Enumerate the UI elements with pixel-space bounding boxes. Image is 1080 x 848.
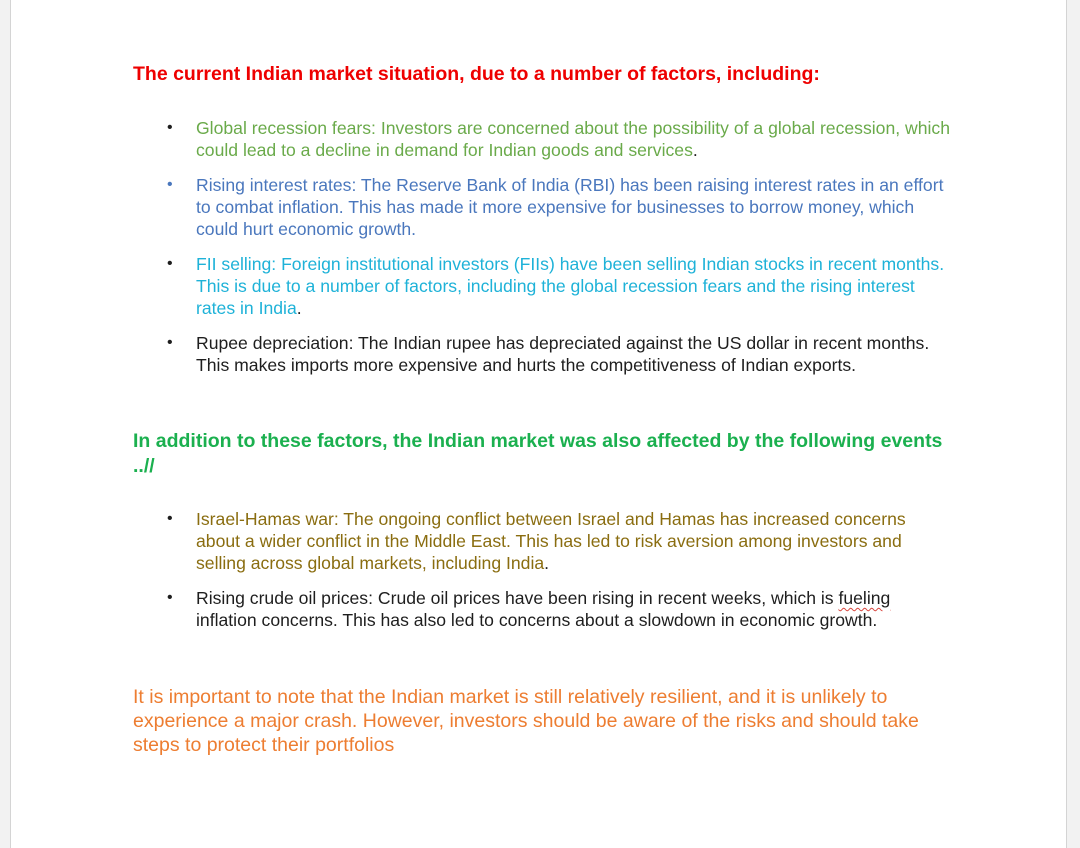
- list-item-israel-hamas-war: [133, 508, 953, 574]
- list-item-text: Rising interest rates: The Reserve Bank of India (RBI) has been raising interest rates in an effort to combat inflation. This has made it more expensive for businesses to borrow money, which could hurt economic growth.: [196, 175, 944, 239]
- bullet-icon: •: [167, 510, 173, 527]
- document-page: [10, 0, 1067, 848]
- bullet-icon: •: [167, 334, 173, 351]
- bullet-icon: •: [167, 119, 173, 136]
- bullet-icon: •: [167, 589, 173, 606]
- heading-market-situation: The current Indian market situation, due to a number of factors, including:: [133, 63, 820, 85]
- events-list: [133, 508, 953, 644]
- list-item-interest-rates: [133, 174, 953, 240]
- list-item-text-start: Rising crude oil prices: Crude oil prices have been rising in recent weeks, which is: [196, 588, 839, 608]
- list-item-text: Global recession fears: Investors are concerned about the possibility of a global recession, which could lead to a decline in demand for Indian goods and services: [196, 118, 951, 160]
- closing-paragraph: It is important to note that the Indian market is still relatively resilient, and it is unlikely to experience a major crash. However, investors should be aware of the risks and should take steps to protect their portfolios: [133, 686, 919, 756]
- list-item-period: .: [544, 553, 550, 573]
- list-item-text: Rupee depreciation: The Indian rupee has depreciated against the US dollar in recent months. This makes imports more expensive and hurts the competitiveness of Indian exports.: [196, 333, 930, 375]
- list-item-text: FII selling: Foreign institutional investors (FIIs) have been selling Indian stocks in recent months. This is due to a number of factors, including the global recession fears and the rising interest rates in India: [196, 254, 945, 318]
- list-item-rupee-depreciation: [133, 332, 953, 376]
- factors-list: [133, 117, 953, 389]
- spellcheck-flagged-word[interactable]: fueling: [838, 588, 891, 608]
- list-item-recession-fears: [133, 117, 953, 161]
- list-item-fii-selling: [133, 253, 953, 319]
- list-item-text-end: inflation concerns. This has also led to concerns about a slowdown in economic growth.: [196, 610, 878, 630]
- list-item-period: .: [692, 140, 698, 160]
- list-item-crude-oil-prices: [133, 587, 953, 631]
- bullet-icon: •: [167, 255, 173, 272]
- list-item-period: .: [296, 298, 302, 318]
- bullet-icon: •: [167, 176, 173, 193]
- heading-additional-events: In addition to these factors, the Indian market was also affected by the following events ..//: [133, 430, 943, 477]
- list-item-text: Israel-Hamas war: The ongoing conflict between Israel and Hamas has increased concerns about a wider conflict in the Middle East. This has led to risk aversion among investors and selling across global markets, including India: [196, 509, 906, 573]
